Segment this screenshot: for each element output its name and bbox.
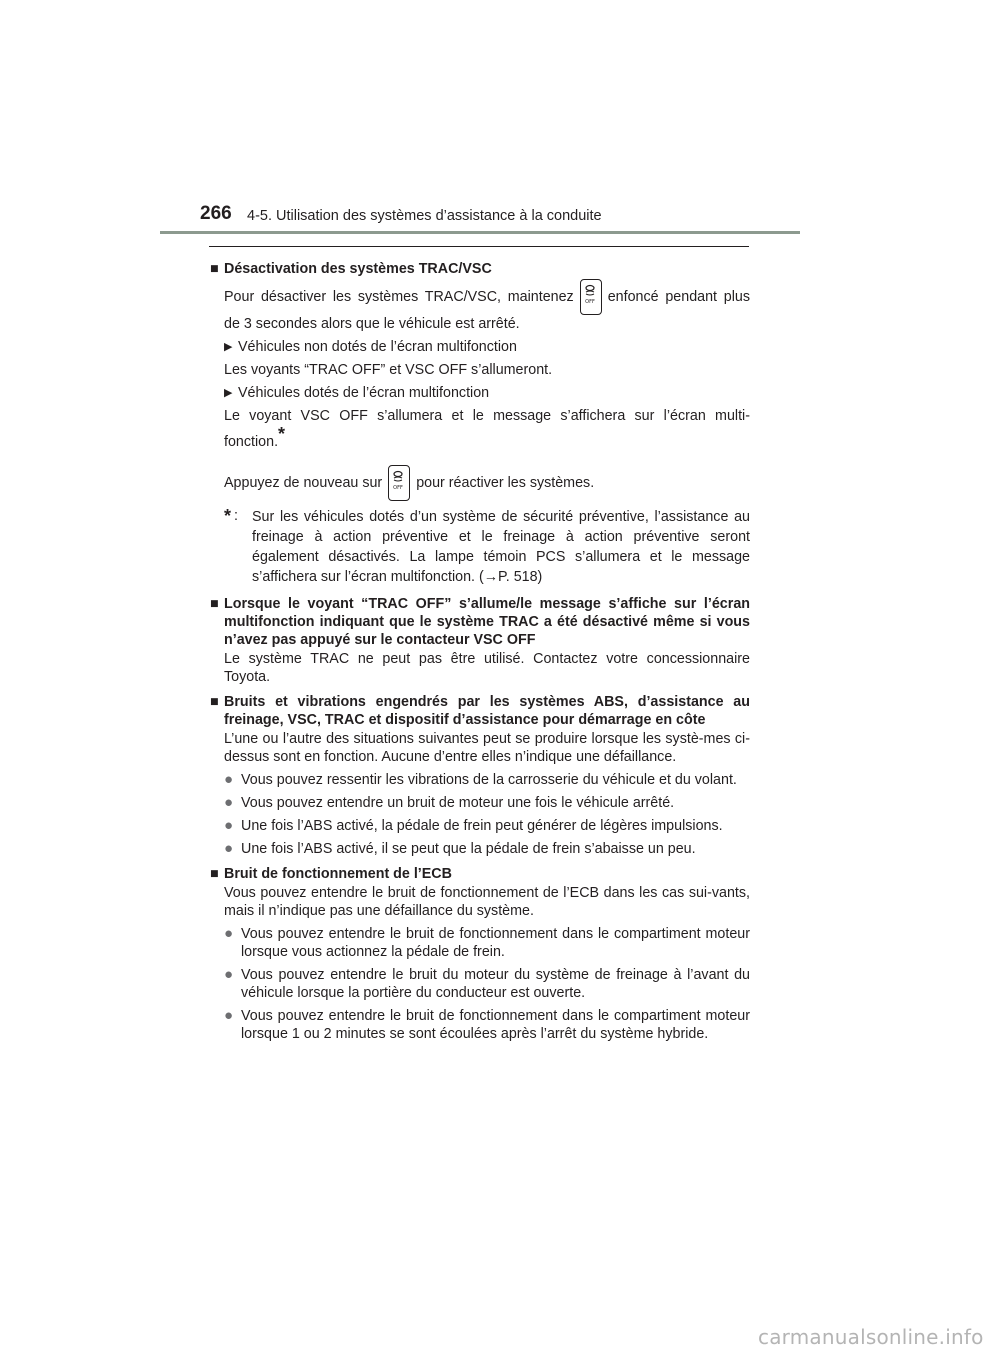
footnote-star: * xyxy=(278,424,286,444)
bullet-icon: ● xyxy=(224,794,234,811)
page-header xyxy=(0,0,960,240)
bullet-icon: ● xyxy=(224,817,234,834)
content-top-rule xyxy=(209,246,749,247)
list-item: ● Une fois l’ABS activé, la pédale de frein peut générer de légères impulsions. xyxy=(224,817,723,834)
paragraph-no-mid: Les voyants “TRAC OFF” et VSC OFF s’allumeront. xyxy=(224,362,553,378)
list-item: ● Vous pouvez entendre un bruit de moteur une fois le véhicule arrêté. xyxy=(224,794,675,811)
square-marker-icon: ■ xyxy=(210,261,219,277)
triangle-marker-icon: ▶ xyxy=(224,387,233,399)
subheading-no-mid: ▶ Véhicules non dotés de l’écran multifonction xyxy=(224,339,517,355)
list-item: ● Une fois l’ABS activé, il se peut que la pédale de frein s’abaisse un peu. xyxy=(224,840,696,857)
vsc-off-switch-icon xyxy=(388,465,410,501)
list-item: ● Vous pouvez entendre le bruit de fonctionnement dans le compartiment moteur lorsque vous actionnez la pédale de frein. xyxy=(224,925,750,960)
square-marker-icon: ■ xyxy=(210,694,219,710)
subheading-with-mid: ▶ Véhicules dotés de l’écran multifonction xyxy=(224,385,490,401)
vsc-off-switch-icon xyxy=(580,279,602,315)
page-number: 266 xyxy=(200,203,232,224)
svg-text:OFF: OFF xyxy=(393,485,404,491)
square-marker-icon: ■ xyxy=(210,866,219,882)
paragraph-ecb-noise: Vous pouvez entendre le bruit de fonctionnement de l’ECB dans les cas sui-vants, mais il n’indique pas une défaillance du système. xyxy=(224,885,750,919)
svg-text:OFF: OFF xyxy=(584,299,595,305)
header-rule xyxy=(160,231,800,234)
list-item: ● Vous pouvez ressentir les vibrations de la carrosserie du véhicule et du volant. xyxy=(224,771,737,788)
bullet-icon: ● xyxy=(224,1007,234,1024)
page-content xyxy=(210,256,750,1043)
section-title: 4-5. Utilisation des systèmes d’assistance à la conduite xyxy=(247,208,602,224)
watermark: carmanualsonline.info xyxy=(758,1325,984,1349)
heading-trac-off-lit: ■ Lorsque le voyant “TRAC OFF” s’allume/le message s’affiche sur l’écran multifonction indiquant que le système TRAC a été désactivé même si vous n’avez pas appuyé sur le contacteur VSC OFF xyxy=(210,596,750,648)
triangle-marker-icon: ▶ xyxy=(224,341,233,353)
heading-noise-vibration: ■ Bruits et vibrations engendrés par les systèmes ABS, d’assistance au freinage, VSC, TRAC et dispositif d’assistance pour démarrage en côte xyxy=(210,694,750,728)
bullet-icon: ● xyxy=(224,966,234,983)
paragraph-reactivate: Appuyez de nouveau sur OFF pour réactiver les systèmes. xyxy=(224,465,750,501)
heading-ecb-noise: ■ Bruit de fonctionnement de l’ECB xyxy=(210,866,452,882)
bullet-icon: ● xyxy=(224,925,234,942)
bullet-icon: ● xyxy=(224,840,234,857)
list-item: ● Vous pouvez entendre le bruit du moteur du système de freinage à l’avant du véhicule lorsque la portière du conducteur est ouverte. xyxy=(224,966,750,1001)
paragraph-trac-unavailable: Le système TRAC ne peut pas être utilisé. Contactez votre concessionnaire Toyota. xyxy=(224,651,750,685)
heading-trac-vsc-off: ■ Désactivation des systèmes TRAC/VSC xyxy=(210,261,492,277)
paragraph-with-mid: Le voyant VSC OFF s’allumera et le message s’affichera sur l’écran multi-fonction.* xyxy=(224,408,750,450)
paragraph-deactivate: Pour désactiver les systèmes TRAC/VSC, maintenez OFF enfoncé pendant plus de 3 secondes alors que le véhicule est arrêté. xyxy=(224,279,750,333)
footnote-star: * xyxy=(224,506,232,526)
paragraph-noise-vibration: L’une ou l’autre des situations suivantes peut se produire lorsque les systè-mes ci-dessus sont en fonction. Aucune d’entre elles n’indique une défaillance. xyxy=(224,731,750,765)
square-marker-icon: ■ xyxy=(210,596,219,612)
footnote: * : Sur les véhicules dotés d’un système de sécurité préventive, l’assistance au freinage à action préventive et le freinage à action préventive seront également désactivés. La lampe témoin PCS s’allumera et le message s’affichera sur l’écran multifonction. (→P. 518) xyxy=(224,506,750,585)
list-item: ● Vous pouvez entendre le bruit de fonctionnement dans le compartiment moteur lorsque 1 ou 2 minutes se sont écoulées après l’arrêt du système hybride. xyxy=(224,1007,750,1042)
bullet-icon: ● xyxy=(224,771,234,788)
